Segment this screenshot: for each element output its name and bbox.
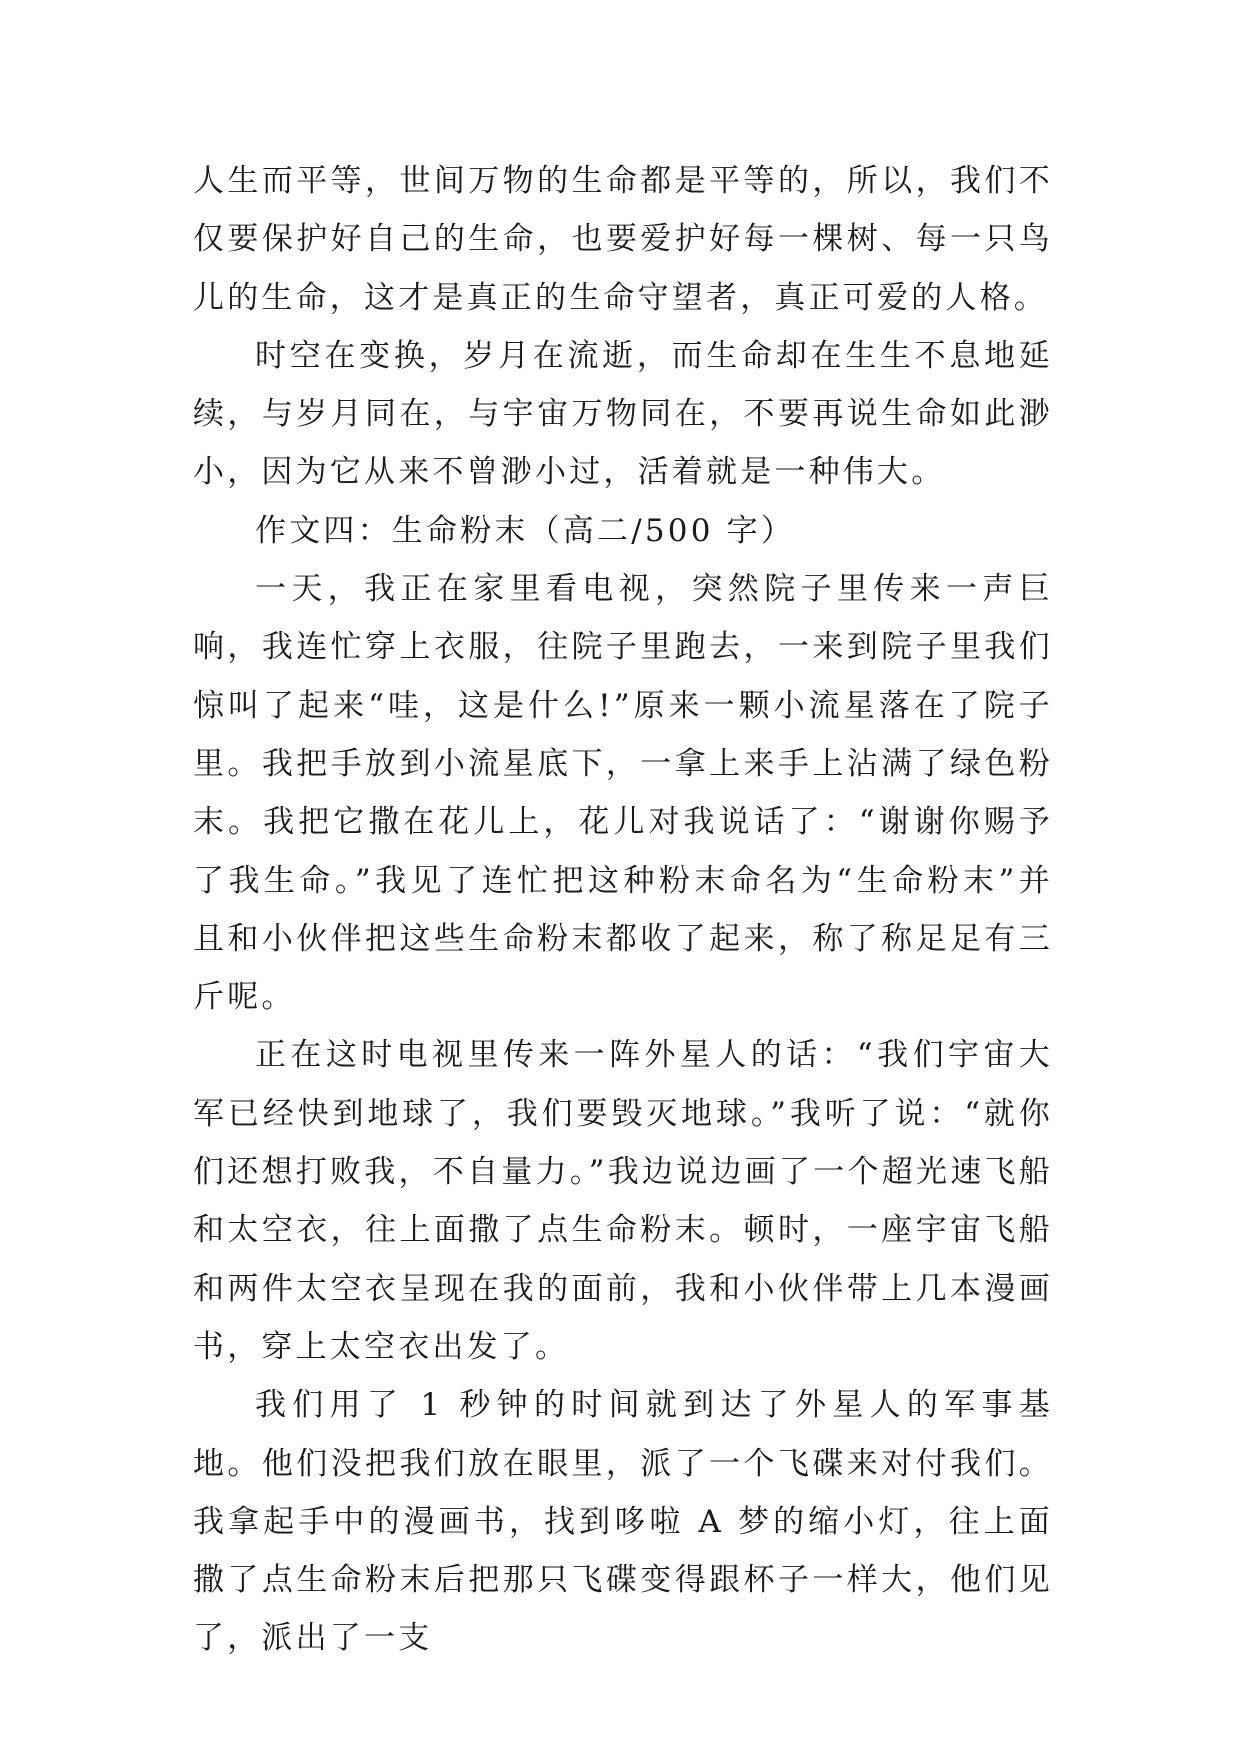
paragraph-time-and-space: 时空在变换，岁月在流逝，而生命却在生生不息地延续，与岁月同在，与宇宙万物同在，不要再说生命如此渺小，因为它从来不曾渺小过，活着就是一种伟大。 (193, 337, 1053, 491)
essay-body (193, 152, 1053, 1668)
paragraph-base: 我们用了 1 秒钟的时间就到达了外星人的军事基地。他们没把我们放在眼里，派了一个飞碟来对付我们。我拿起手中的漫画书，找到哆啦 A 梦的缩小灯，往上面撒了点生命粉末后把那只飞碟变得跟杯子一样大，他们见了，派出了一支 (193, 1387, 1053, 1657)
essay-title-heading: 作文四：生命粉末（高二/500 字） (255, 512, 796, 549)
paragraph-continuation: 人生而平等，世间万物的生命都是平等的，所以，我们不仅要保护好自己的生命，也要爱护好每一棵树、每一只鸟儿的生命，这才是真正的生命守望者，真正可爱的人格。 (193, 163, 1053, 316)
paragraph-aliens: 正在这时电视里传来一阵外星人的话：“我们宇宙大军已经快到地球了，我们要毁灭地球。”我听了说：“就你们还想打败我，不自量力。”我边说边画了一个超光速飞船和太空衣，往上面撒了点生命粉末。顿时，一座宇宙飞船和两件太空衣呈现在我的面前，我和小伙伴带上几本漫画书，穿上太空衣出发了。 (193, 1037, 1053, 1365)
paragraph-meteor: 一天，我正在家里看电视，突然院子里传来一声巨响，我连忙穿上衣服，往院子里跑去，一来到院子里我们惊叫了起来“哇，这是什么!”原来一颗小流星落在了院子里。我把手放到小流星底下，一拿上来手上沾满了绿色粉末。我把它撒在花儿上，花儿对我说话了：“谢谢你赐予了我生命。”我见了连忙把这种粉末命名为“生命粉末”并且和小伙伴把这些生命粉末都收了起来，称了称足足有三斤呢。 (193, 571, 1053, 1016)
